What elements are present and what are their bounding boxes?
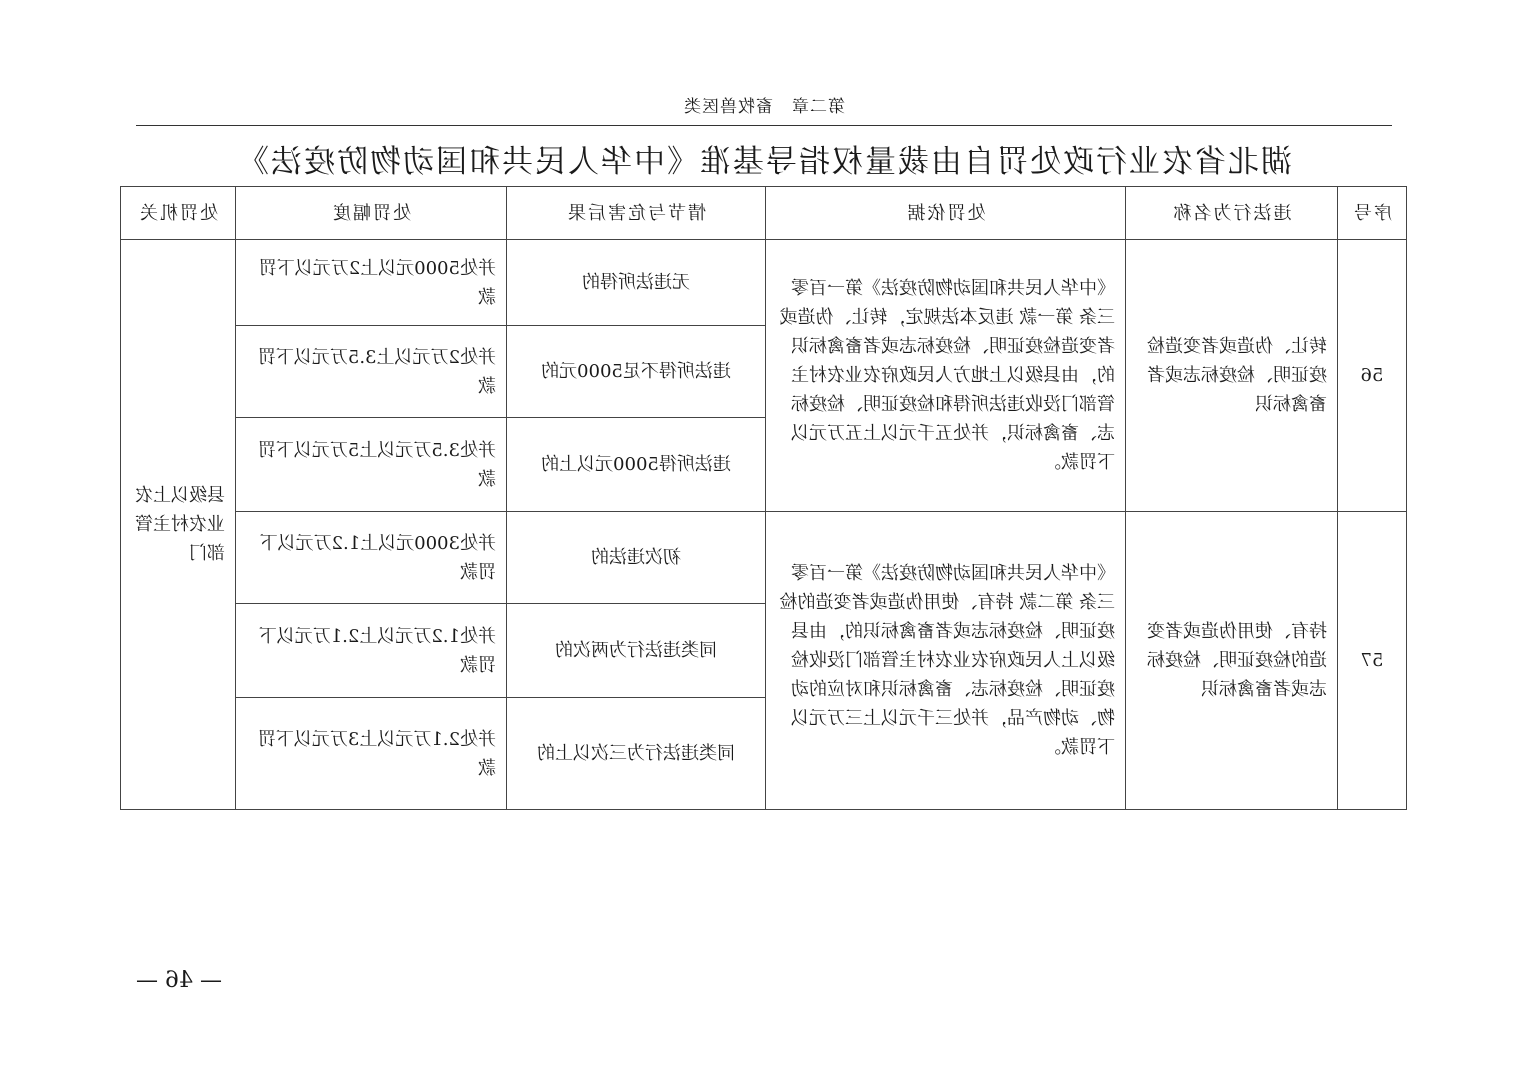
penalty-range-cell: 并处1.2万元以上2.1万元以下罚款 xyxy=(236,604,507,698)
penalty-authority: 县级以上农业农村主管部门 xyxy=(121,240,236,810)
circumstance-cell: 违法所得不足5000元的 xyxy=(507,326,766,418)
circumstance-cell: 同类违法行为三次以上的 xyxy=(507,698,766,810)
penalty-range-cell: 并处3.5万元以上5万元以下罚款 xyxy=(236,418,507,512)
header-penalty: 处罚幅度 xyxy=(236,187,507,240)
header-violation-name: 违法行为名称 xyxy=(1126,187,1338,240)
header-basis: 处罚依据 xyxy=(766,187,1126,240)
penalty-range-cell: 并处2.1万元以上3万元以下罚款 xyxy=(236,698,507,810)
header-rule xyxy=(136,125,1392,126)
circumstance-cell: 无违法所得的 xyxy=(507,240,766,326)
header-no: 序号 xyxy=(1338,187,1407,240)
penalty-range-cell: 并处2万元以上3.5万元以下罚款 xyxy=(236,326,507,418)
running-header: 第二章 畜牧兽医类 xyxy=(683,97,845,117)
circumstance-cell: 同类违法行为两次的 xyxy=(507,604,766,698)
table-header-row xyxy=(121,187,1407,240)
header-circumstance: 情节与危害后果 xyxy=(507,187,766,240)
violation-name-57: 持有、使用伪造或者变造的检疫证明、检疫标志或者畜禽标识 xyxy=(1126,512,1338,810)
table-row xyxy=(121,240,1407,326)
circumstance-cell: 违法所得5000元以上的 xyxy=(507,418,766,512)
row-no-56: 56 xyxy=(1338,240,1407,512)
circumstance-cell: 初次违法的 xyxy=(507,512,766,604)
table-row xyxy=(121,512,1407,604)
penalty-range-cell: 并处3000元以上1.2万元以下罚款 xyxy=(236,512,507,604)
page-number: — 46 — xyxy=(136,968,222,993)
penalty-table xyxy=(120,186,1407,810)
penalty-basis-57: 《中华人民共和国动物防疫法》第一百零三条 第二款 持有、使用伪造或者变造的检疫证明、检疫标志或者畜禽标识的，由县级以上人民政府农业农村主管部门没收检疫证明、检疫标志、畜禽标识和对应的动物、动物产品，并处三千元以上三万元以下罚款。 xyxy=(766,512,1126,810)
row-no-57: 57 xyxy=(1338,512,1407,810)
penalty-basis-56: 《中华人民共和国动物防疫法》第一百零三条 第一款 违反本法规定，转让、伪造或者变造检疫证明、检疫标志或者畜禽标识的，由县级以上地方人民政府农业农村主管部门没收违法所得和检疫证明、检疫标志、畜禽标识，并处五千元以上五万元以下罚款。 xyxy=(766,240,1126,512)
penalty-range-cell: 并处5000元以上2万元以下罚款 xyxy=(236,240,507,326)
header-authority: 处罚机关 xyxy=(121,187,236,240)
document-title: 湖北省农业行政处罚自由裁量权指导基准《中华人民共和国动物防疫法》 xyxy=(236,144,1292,180)
violation-name-56: 转让、伪造或者变造检疫证明、检疫标志或者畜禽标识 xyxy=(1126,240,1338,512)
